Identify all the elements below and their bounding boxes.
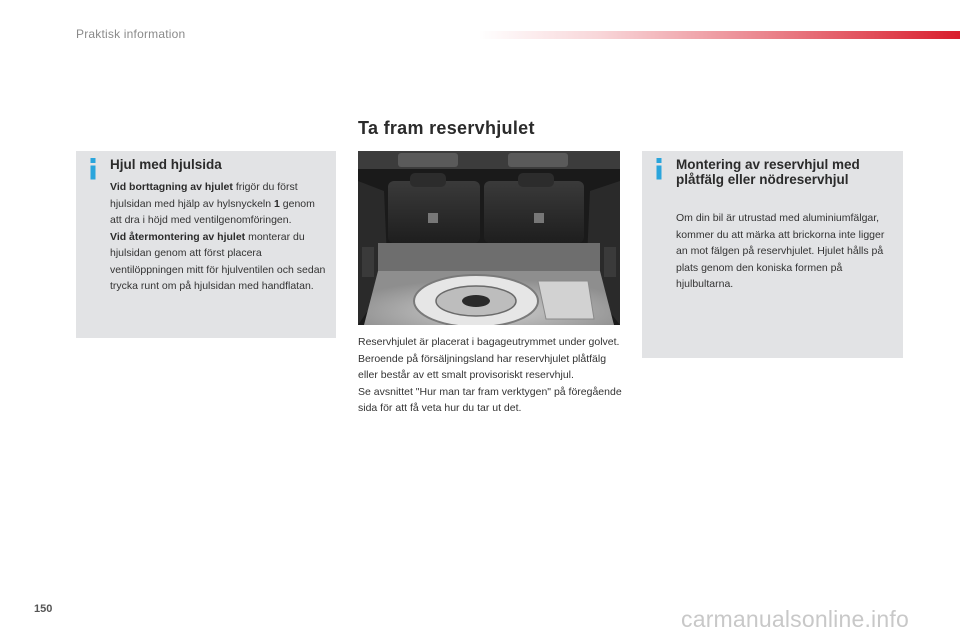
box-title: Montering av reservhjul med plåtfälg eller nödreservhjul [676, 157, 860, 187]
page-number: 150 [34, 603, 53, 615]
removal-text: frigör du först hjulsidan med hjälp av hylsnyckeln [110, 181, 298, 210]
trunk-spare-wheel-photo [358, 151, 620, 325]
socket-wrench-ref: 1 [274, 197, 280, 210]
refit-lead: Vid återmontering av hjulet [110, 230, 246, 243]
box-body: Om din bil är utrustad med aluminiumfälgar, kommer du att märka att brickorna inte ligger an mot fälgen på reservhjulet. Hjulet hålls på plats genom den koniska formen på hjulbultarna. [676, 212, 885, 290]
center-text [358, 334, 628, 417]
info-box-wheel-cover [76, 151, 336, 338]
box-title: Hjul med hjulsida [110, 157, 222, 172]
header-accent-bar [478, 31, 960, 39]
section-title: Praktisk information [76, 27, 186, 41]
spare-type-text: Beroende på försäljningsland har reservhjulet plåtfälg eller består av ett smalt provisoriskt reservhjul. [358, 352, 607, 381]
refit-text: monterar du hjulsidan genom att först placera ventilöppningen mitt för hjulventilen och sedan trycka runt om på hjulsidan med handflatan. [110, 230, 326, 292]
watermark: carmanualsonline.info [681, 606, 909, 632]
info-box-steel-rim-mounting [642, 151, 903, 358]
info-icon [652, 157, 666, 181]
removal-tail: genom att dra i höjd med ventilgenomföringen. [110, 197, 315, 226]
box-body [110, 179, 328, 295]
spare-location-text: Reservhjulet är placerat i bagageutrymmet under golvet. [358, 336, 620, 348]
removal-lead: Vid borttagning av hjulet [110, 181, 233, 193]
tools-reference-text: Se avsnittet "Hur man tar fram verktygen" på föregående sida för att få veta hur du tar ut det. [358, 385, 622, 414]
info-icon [86, 157, 100, 181]
page-heading: Ta fram reservhjulet [358, 118, 535, 138]
